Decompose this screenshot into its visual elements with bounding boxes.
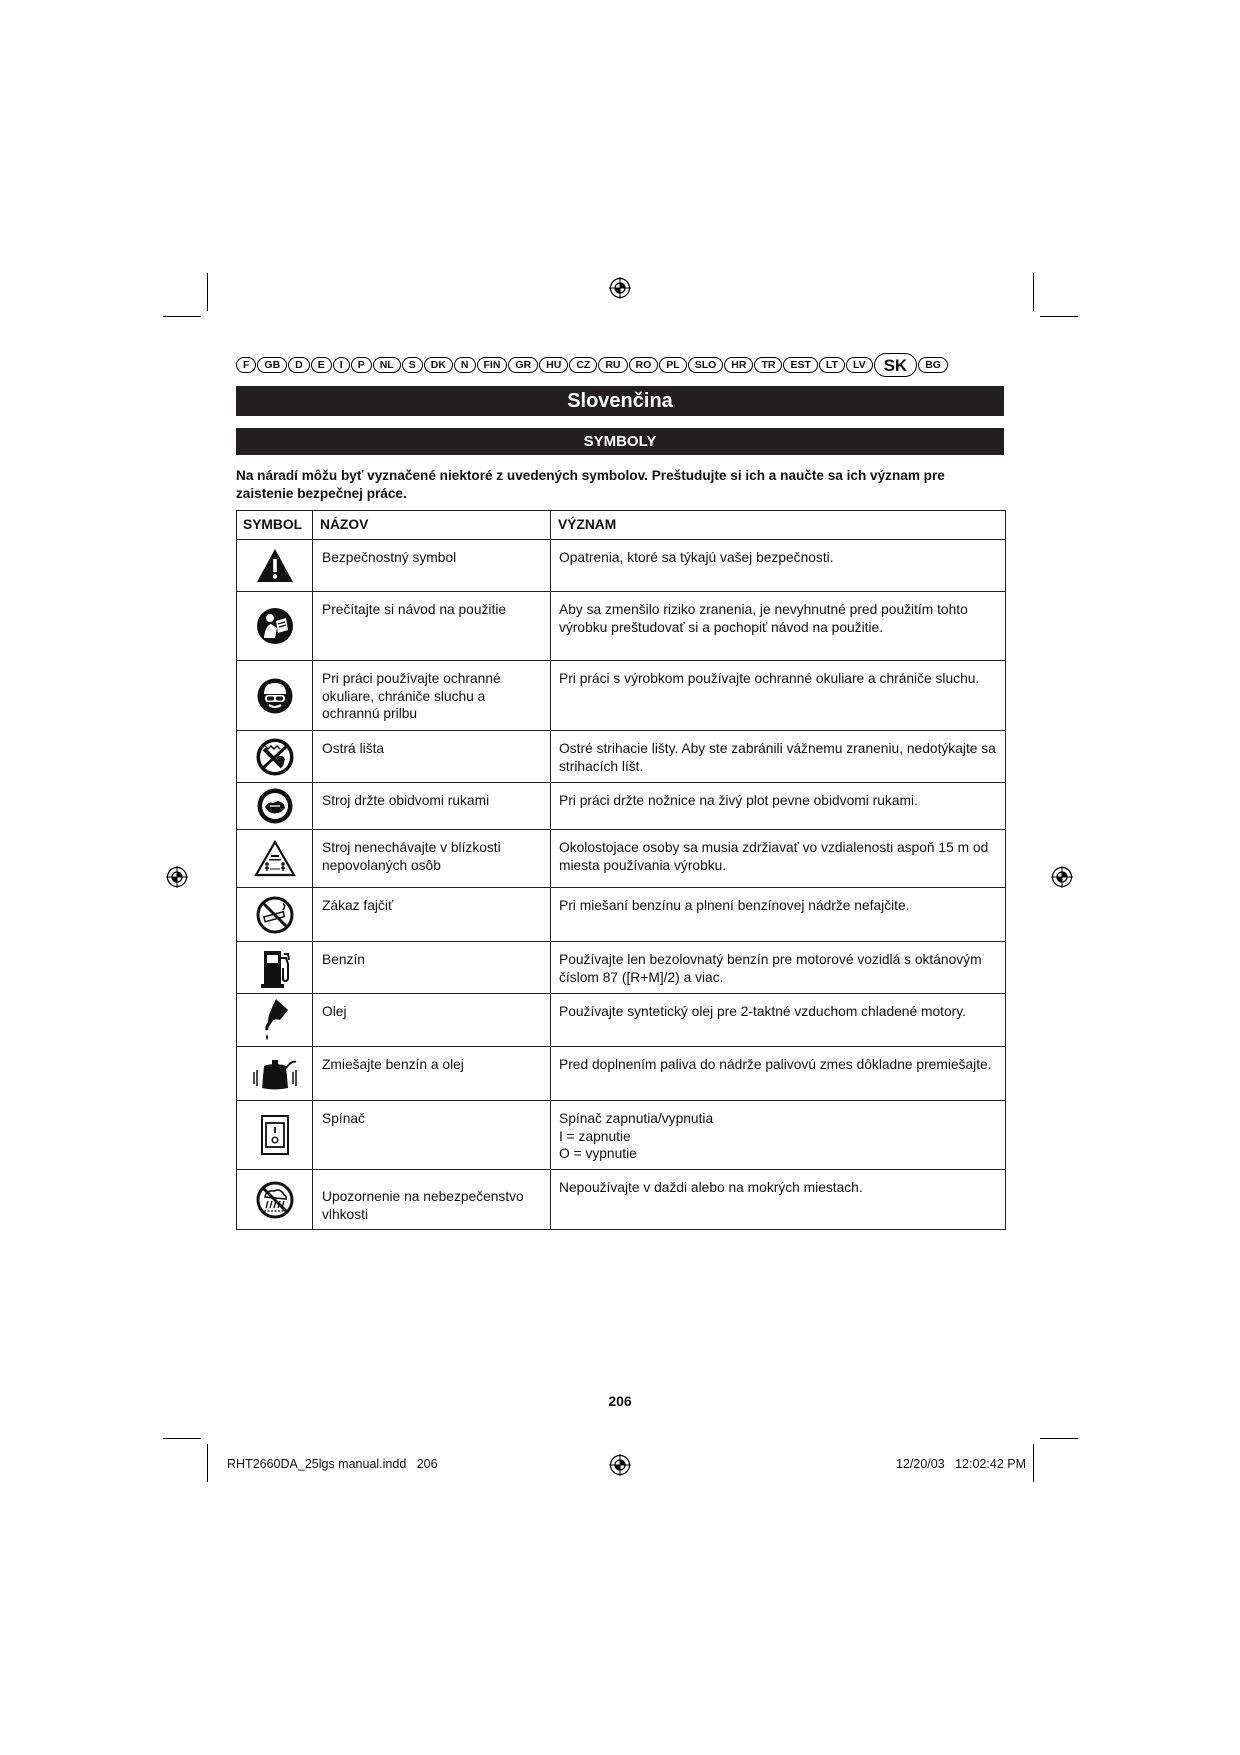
- symbol-cell: [237, 540, 313, 592]
- symbol-name: Pri práci používajte ochranné okuliare, chrániče sluchu a ochrannú prilbu: [313, 661, 551, 731]
- language-tab-s[interactable]: S: [402, 357, 423, 373]
- language-tab-ru[interactable]: RU: [598, 357, 627, 373]
- symbol-cell: [237, 942, 313, 994]
- table-row: [237, 540, 1006, 592]
- symbol-name: Spínač: [313, 1101, 551, 1170]
- eye-ear-head-protection-icon: [256, 677, 294, 715]
- language-tab-ro[interactable]: RO: [629, 357, 659, 373]
- language-tab-fin[interactable]: FIN: [477, 357, 508, 373]
- language-tab-d[interactable]: D: [288, 357, 310, 373]
- language-tab-cz[interactable]: CZ: [569, 357, 597, 373]
- symbol-meaning: Ostré strihacie lišty. Aby ste zabránili vážnemu zraneniu, nedotýkajte sa strihacích líšt.: [551, 731, 1006, 783]
- symbol-meaning: Okolostojace osoby sa musia zdržiavať vo vzdialenosti aspoň 15 m od miesta používania výrobku.: [551, 830, 1006, 888]
- symbol-name: Benzín: [313, 942, 551, 994]
- symbol-meaning: Pred doplnením paliva do nádrže palivovú zmes dôkladne premiešajte.: [551, 1047, 1006, 1101]
- keep-bystanders-away-icon: [254, 840, 296, 878]
- symbol-meaning: Aby sa zmenšilo riziko zranenia, je nevyhnutné pred použitím tohto výrobku preštudovať si a pochopiť návod na použitie.: [551, 592, 1006, 661]
- registration-mark-icon: [609, 277, 631, 299]
- no-smoking-icon: [255, 895, 295, 935]
- language-tab-bg[interactable]: BG: [918, 357, 948, 373]
- language-tab-gb[interactable]: GB: [257, 357, 287, 373]
- symbol-meaning: Pri práci držte nožnice na živý plot pevne obidvomi rukami.: [551, 783, 1006, 830]
- timestamp-slug: 12/20/03 12:02:42 PM: [896, 1457, 1026, 1471]
- language-tab-f[interactable]: F: [236, 357, 256, 373]
- symbols-table: [236, 510, 1006, 1230]
- fuel-pump-icon: [258, 946, 292, 990]
- table-row: [237, 661, 1006, 731]
- symbol-cell: [237, 783, 313, 830]
- header-meaning: VÝZNAM: [551, 511, 1006, 540]
- intro-text: Na náradí môžu byť vyznačené niektoré z uvedených symbolov. Preštudujte si ich a naučte sa ich význam pre zaistenie bezpečnej práce.: [236, 468, 945, 501]
- no-rain-icon: [255, 1180, 295, 1220]
- language-tab-hr[interactable]: HR: [724, 357, 753, 373]
- symbol-name: Ostrá lišta: [313, 731, 551, 783]
- symbol-name: Bezpečnostný symbol: [313, 540, 551, 592]
- registration-mark-icon: [609, 1454, 631, 1476]
- language-tab-i[interactable]: I: [333, 357, 350, 373]
- two-hands-icon: [256, 787, 294, 825]
- page-title: Slovenčina: [236, 386, 1004, 416]
- language-tab-est[interactable]: EST: [783, 357, 817, 373]
- symbol-cell: [237, 592, 313, 661]
- symbol-cell: [237, 830, 313, 888]
- symbol-meaning: Používajte syntetický olej pre 2-taktné vzduchom chladené motory.: [551, 994, 1006, 1047]
- symbol-name: Stroj nenechávajte v blízkosti nepovolaných osôb: [313, 830, 551, 888]
- symbol-meaning: Používajte len bezolovnatý benzín pre motorové vozidlá s oktánovým číslom 87 ([R+M]/2) a viac.: [551, 942, 1006, 994]
- language-tab-pl[interactable]: PL: [659, 357, 686, 373]
- symbol-cell: [237, 1047, 313, 1101]
- crop-mark: [1040, 316, 1078, 317]
- symbol-name: Zákaz fajčiť: [313, 888, 551, 942]
- language-tab-sk[interactable]: SK: [874, 353, 918, 377]
- symbol-cell: [237, 731, 313, 783]
- registration-mark-icon: [1051, 866, 1073, 888]
- language-tab-nl[interactable]: NL: [373, 357, 401, 373]
- symbol-meaning: Opatrenia, ktoré sa týkajú vašej bezpečnosti.: [551, 540, 1006, 592]
- crop-mark: [207, 273, 208, 311]
- crop-mark: [1033, 1444, 1034, 1482]
- table-row: [237, 888, 1006, 942]
- symbol-cell: [237, 888, 313, 942]
- table-header-row: [237, 511, 1006, 540]
- page-number: 206: [608, 1393, 632, 1409]
- language-tab-gr[interactable]: GR: [508, 357, 538, 373]
- read-manual-icon: [255, 606, 295, 646]
- language-tab-tr[interactable]: TR: [754, 357, 782, 373]
- symbol-name: Stroj držte obidvomi rukami: [313, 783, 551, 830]
- symbol-name: Olej: [313, 994, 551, 1047]
- symbol-cell: [237, 1101, 313, 1170]
- language-tab-n[interactable]: N: [454, 357, 476, 373]
- crop-mark: [163, 1438, 201, 1439]
- crop-mark: [1033, 273, 1034, 311]
- language-tab-dk[interactable]: DK: [424, 357, 453, 373]
- table-row: [237, 592, 1006, 661]
- table-row: [237, 783, 1006, 830]
- section-heading: SYMBOLY: [236, 428, 1004, 455]
- symbol-meaning: Spínač zapnutia/vypnutia I = zapnutie O = vypnutie: [551, 1101, 1006, 1170]
- safety-alert-icon: [255, 547, 295, 585]
- symbol-cell: [237, 661, 313, 731]
- symbol-name: Upozornenie na nebezpečenstvo vlhkosti: [313, 1170, 551, 1230]
- language-tabs: [236, 354, 1008, 376]
- language-tab-lt[interactable]: LT: [819, 357, 845, 373]
- file-slug: RHT2660DA_25lgs manual.indd 206: [227, 1457, 438, 1471]
- table-row: [237, 1047, 1006, 1101]
- symbol-meaning: Nepoužívajte v daždi alebo na mokrých miestach.: [551, 1170, 1006, 1230]
- table-row: [237, 994, 1006, 1047]
- language-tab-lv[interactable]: LV: [846, 357, 873, 373]
- table-row: [237, 942, 1006, 994]
- symbol-meaning: Pri miešaní benzínu a plnení benzínovej nádrže nefajčite.: [551, 888, 1006, 942]
- header-name: NÁZOV: [313, 511, 551, 540]
- sharp-blade-icon: [255, 737, 295, 777]
- crop-mark: [207, 1444, 208, 1482]
- language-tab-p[interactable]: P: [351, 357, 372, 373]
- language-tab-slo[interactable]: SLO: [688, 357, 724, 373]
- mix-fuel-icon: [250, 1054, 300, 1094]
- table-row: [237, 1170, 1006, 1230]
- symbol-name: Zmiešajte benzín a olej: [313, 1047, 551, 1101]
- switch-icon: [260, 1114, 290, 1156]
- language-tab-e[interactable]: E: [311, 357, 332, 373]
- symbol-cell: [237, 1170, 313, 1230]
- table-row: [237, 1101, 1006, 1170]
- crop-mark: [163, 316, 201, 317]
- oil-can-icon: [258, 996, 292, 1044]
- table-row: [237, 731, 1006, 783]
- symbol-name: Prečítajte si návod na použitie: [313, 592, 551, 661]
- header-symbol: SYMBOL: [237, 511, 313, 540]
- crop-mark: [1040, 1438, 1078, 1439]
- registration-mark-icon: [166, 866, 188, 888]
- symbol-meaning: Pri práci s výrobkom používajte ochranné okuliare a chrániče sluchu.: [551, 661, 1006, 731]
- table-row: [237, 830, 1006, 888]
- language-tab-hu[interactable]: HU: [539, 357, 568, 373]
- symbol-cell: [237, 994, 313, 1047]
